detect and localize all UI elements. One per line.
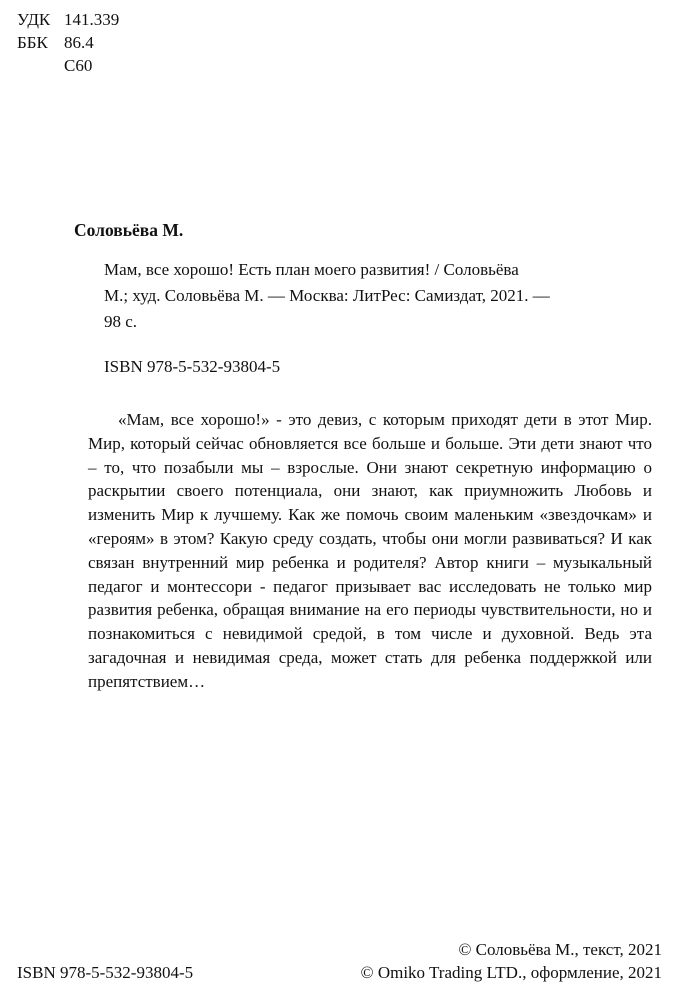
- footer-isbn: ISBN 978-5-532-93804-5: [17, 963, 194, 982]
- biblio-line: М.; худ. Соловьёва М. — Москва: ЛитРес: Самиздат, 2021. —: [104, 286, 550, 305]
- annotation-paragraph: «Мам, все хорошо!» - это девиз, с которым приходят дети в этот Мир. Мир, который сейчас обновляется все больше и больше. Эти дети знают что – то, что позабыли мы – взрослые. Они знают секретную информацию о раскрытии своего потенциала, они знают, как приумножить Любовь и изменить Мир к лучшему. Как же помочь своим маленьким «звездочкам» и «героям» в этом? Какую среду создать, чтобы они могли развиваться? И как связан внутренний мир ребенка и родителя? Автор книги – музыкальный педагог и монтессори - педагог призывает вас исследовать не только мир развития ребенка, обращая внимание на его периоды чувствительности, но и познакомиться с невидимой средой, в том числе и духовной. Ведь эта загадочная и невидимая среда, может стать для ребенка поддержкой или препятствием…: [88, 410, 652, 691]
- author-mark: С60: [64, 56, 93, 75]
- copyright-text: © Соловьёва М., текст, 2021: [458, 940, 662, 959]
- isbn: ISBN 978-5-532-93804-5: [104, 357, 281, 376]
- biblio-line: 98 с.: [104, 312, 138, 331]
- copyright-design: © Omiko Trading LTD., оформление, 2021: [360, 963, 662, 982]
- udk-label: УДК: [17, 10, 51, 29]
- biblio-line: Мам, все хорошо! Есть план моего развития! / Соловьёва: [104, 260, 519, 279]
- bbk-value: 86.4: [64, 33, 94, 52]
- author-heading: Соловьёва М.: [74, 220, 184, 240]
- bbk-label: ББК: [17, 33, 48, 52]
- udk-value: 141.339: [64, 10, 120, 29]
